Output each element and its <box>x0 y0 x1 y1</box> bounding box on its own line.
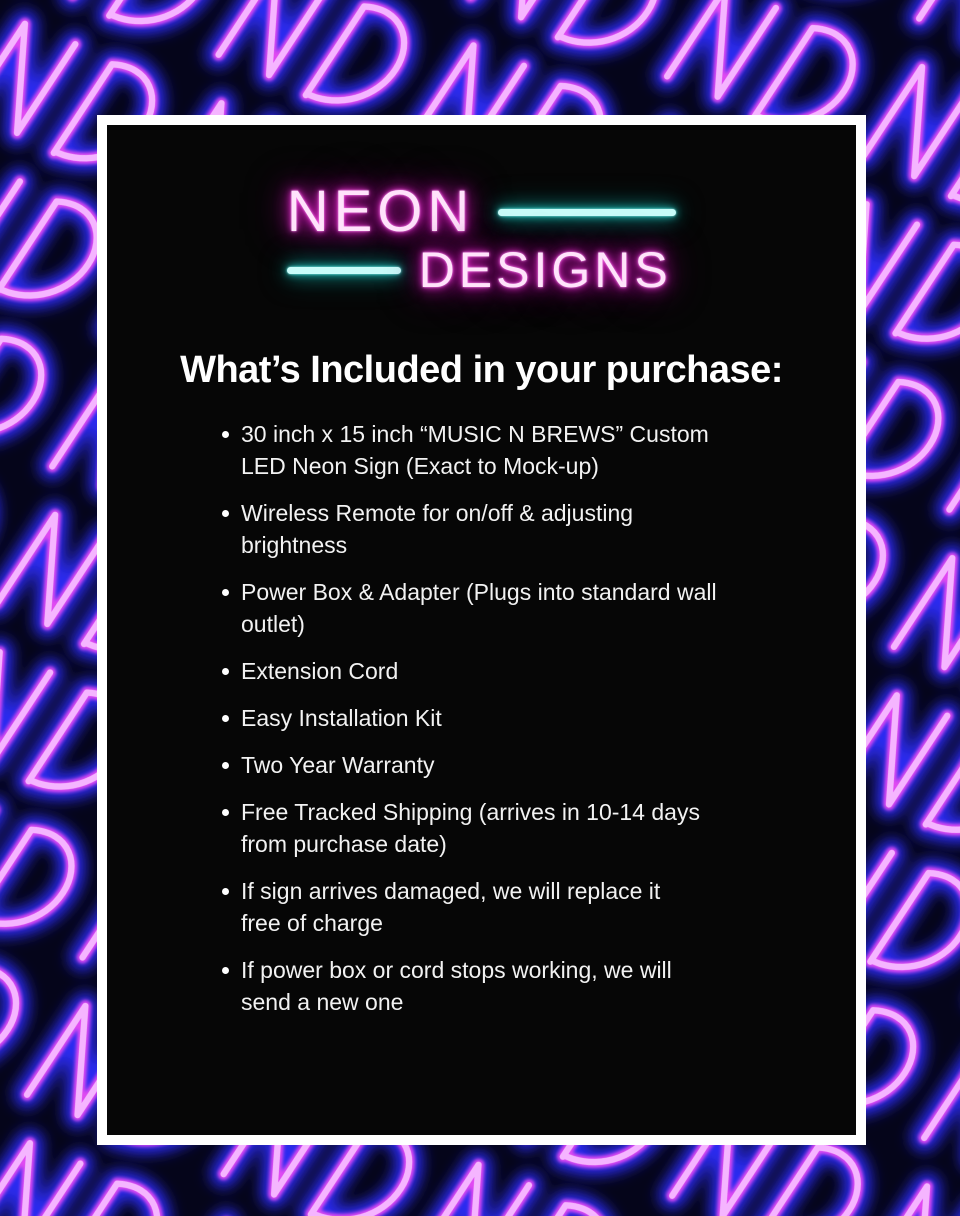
bullet-dot-icon <box>222 510 229 517</box>
list-item-text: If sign arrives damaged, we will replace it free of charge <box>241 878 661 936</box>
list-item-text: Power Box & Adapter (Plugs into standard wall outlet) <box>241 579 717 637</box>
list-item-text: Two Year Warranty <box>241 752 435 778</box>
bullet-dot-icon <box>222 762 229 769</box>
logo-text-neon: NEON <box>286 179 475 244</box>
bullet-dot-icon <box>222 967 229 974</box>
included-list <box>107 418 856 1018</box>
neon-designs-logo <box>286 179 677 298</box>
bullet-dot-icon <box>222 589 229 596</box>
list-item-text: 30 inch x 15 inch “MUSIC N BREWS” Custom LED Neon Sign (Exact to Mock-up) <box>241 421 709 479</box>
list-item <box>222 796 856 860</box>
teal-neon-line-right <box>498 209 676 216</box>
list-item-text: Easy Installation Kit <box>241 705 442 731</box>
teal-neon-line-left <box>287 267 401 274</box>
list-item <box>222 954 856 1018</box>
list-item <box>222 576 856 640</box>
logo-text-designs: DESIGNS <box>418 242 672 298</box>
logo-row-bottom <box>287 242 677 298</box>
bullet-dot-icon <box>222 715 229 722</box>
list-item-text: Extension Cord <box>241 658 399 684</box>
page-title: What’s Included in your purchase: <box>180 349 783 391</box>
list-item <box>222 418 856 482</box>
logo-row-top <box>286 179 677 244</box>
list-item <box>222 749 856 781</box>
list-item <box>222 875 856 939</box>
list-item <box>222 702 856 734</box>
bullet-dot-icon <box>222 809 229 816</box>
list-item <box>222 655 856 687</box>
list-item-text: Wireless Remote for on/off & adjusting brightness <box>241 500 634 558</box>
bullet-dot-icon <box>222 431 229 438</box>
list-item-text: If power box or cord stops working, we will send a new one <box>241 957 672 1015</box>
list-item-text: Free Tracked Shipping (arrives in 10-14 days from purchase date) <box>241 799 700 857</box>
info-card <box>97 115 866 1145</box>
bullet-dot-icon <box>222 668 229 675</box>
bullet-dot-icon <box>222 888 229 895</box>
list-item <box>222 497 856 561</box>
